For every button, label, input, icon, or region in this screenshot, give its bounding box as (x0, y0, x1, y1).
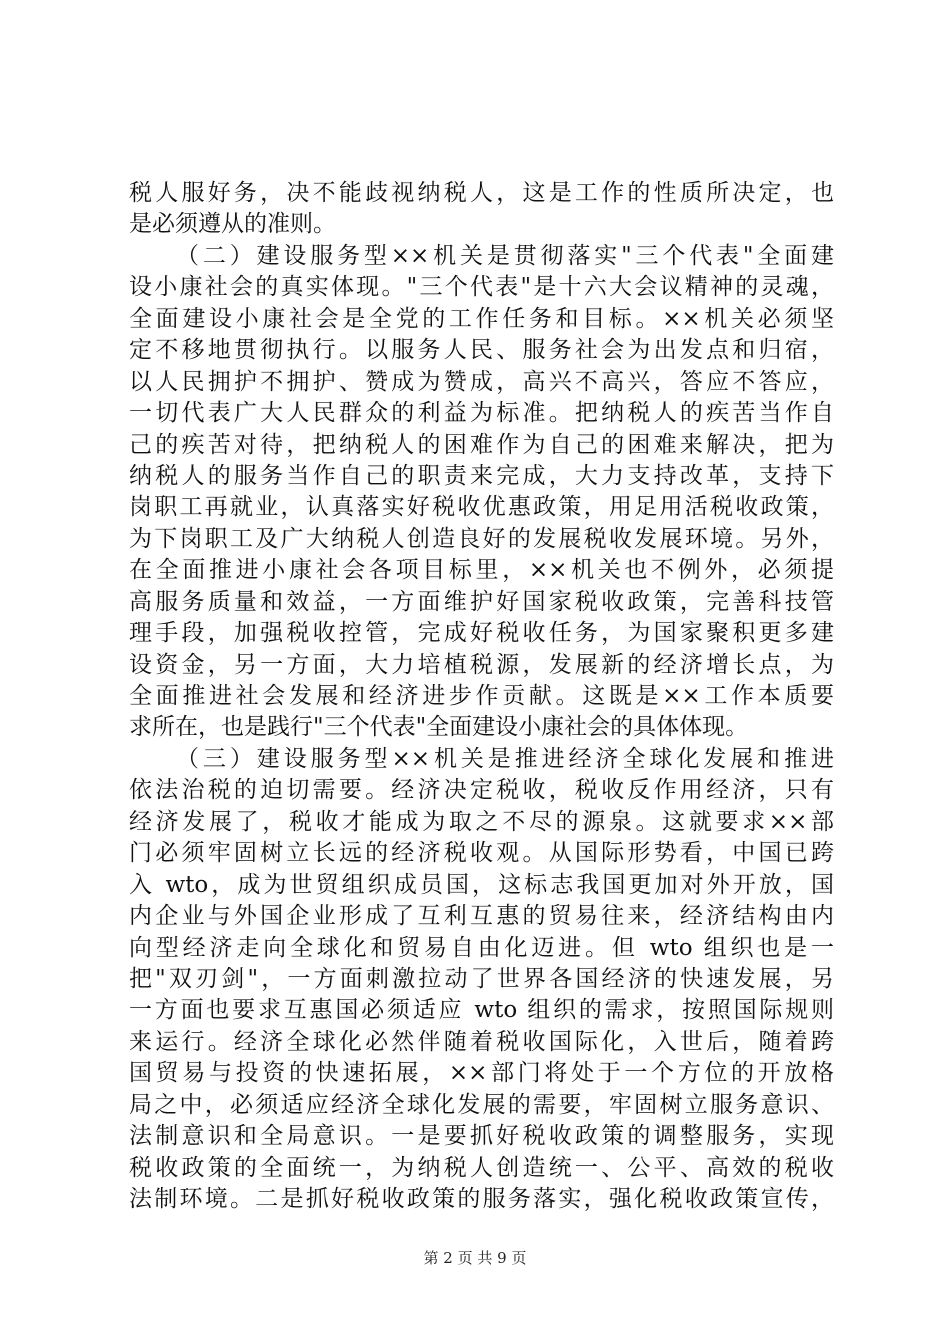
document-body (129, 178, 834, 1215)
text-line: 一方面也要求互惠国必须适应 wto 组织的需求，按照国际规则 (129, 997, 834, 1024)
text-line: 局之中，必须适应经济全球化发展的需要，牢固树立服务意识、 (129, 1091, 834, 1118)
text-line: 理手段，加强税收控管，完成好税收任务，为国家聚积更多建 (129, 620, 834, 647)
text-line: 岗职工再就业，认真落实好税收优惠政策，用足用活税收政策， (129, 494, 834, 521)
text-line: 一切代表广大人民群众的利益为标准。把纳税人的疾苦当作自 (129, 400, 834, 427)
text-line: 把"双刃剑"，一方面刺激拉动了世界各国经济的快速发展，另 (129, 965, 834, 992)
text-line: 全面建设小康社会是全党的工作任务和目标。××机关必须坚 (129, 305, 834, 332)
text-line: 税人服好务，决不能歧视纳税人，这是工作的性质所决定，也 (129, 180, 834, 206)
text-line: 求所在，也是践行"三个代表"全面建设小康社会的具体体现。 (129, 714, 749, 741)
text-line: 己的疾苦对待，把纳税人的困难作为自己的困难来解决，把为 (129, 431, 834, 458)
text-line: 税收政策的全面统一，为纳税人创造统一、公平、高效的税收 (129, 1154, 834, 1181)
paragraph-start-line: （三）建设服务型××机关是推进经济全球化发展和推进 (176, 745, 834, 772)
text-line: 高服务质量和效益，一方面维护好国家税收政策，完善科技管 (129, 588, 834, 615)
text-line: 设小康社会的真实体现。"三个代表"是十六大会议精神的灵魂， (129, 274, 834, 301)
paragraph-start-line: （二）建设服务型××机关是贯彻落实"三个代表"全面建 (176, 242, 834, 269)
text-line: 经济发展了，税收才能成为取之不尽的源泉。这就要求××部 (129, 808, 834, 835)
text-line: 是必须遵从的准则。 (129, 211, 336, 238)
text-line: 定不移地贯彻执行。以服务人民、服务社会为出发点和归宿， (129, 337, 834, 364)
text-line: 设资金，另一方面，大力培植税源，发展新的经济增长点，为 (129, 651, 834, 678)
text-line: 以人民拥护不拥护、赞成为赞成，高兴不高兴，答应不答应， (129, 368, 834, 395)
text-line: 全面推进社会发展和经济进步作贡献。这既是××工作本质要 (129, 683, 834, 709)
text-line: 依法治税的迫切需要。经济决定税收，税收反作用经济，只有 (129, 777, 834, 804)
text-line: 国贸易与投资的快速拓展，××部门将处于一个方位的开放格 (129, 1060, 834, 1087)
text-line: 来运行。经济全球化必然伴随着税收国际化，入世后，随着跨 (129, 1028, 834, 1055)
text-line: 门必须牢固树立长远的经济税收观。从国际形势看，中国已跨 (129, 840, 834, 867)
text-line: 法制意识和全局意识。一是要抓好税收政策的调整服务，实现 (129, 1123, 834, 1150)
text-line: 为下岗职工及广大纳税人创造良好的发展税收发展环境。另外， (129, 525, 834, 552)
text-line: 向型经济走向全球化和贸易自由化迈进。但 wto 组织也是一 (129, 934, 834, 961)
text-line: 内企业与外国企业形成了互利互惠的贸易往来，经济结构由内 (129, 903, 834, 930)
text-line: 法制环境。二是抓好税收政策的服务落实，强化税收政策宣传， (129, 1186, 834, 1212)
text-line: 入 wto，成为世贸组织成员国，这标志我国更加对外开放，国 (129, 871, 834, 898)
text-line: 在全面推进小康社会各项目标里，××机关也不例外，必须提 (129, 557, 834, 584)
text-line: 纳税人的服务当作自己的职责来完成，大力支持改革，支持下 (129, 462, 834, 489)
page-number-footer: 第 2 页 共 9 页 (423, 1249, 527, 1267)
